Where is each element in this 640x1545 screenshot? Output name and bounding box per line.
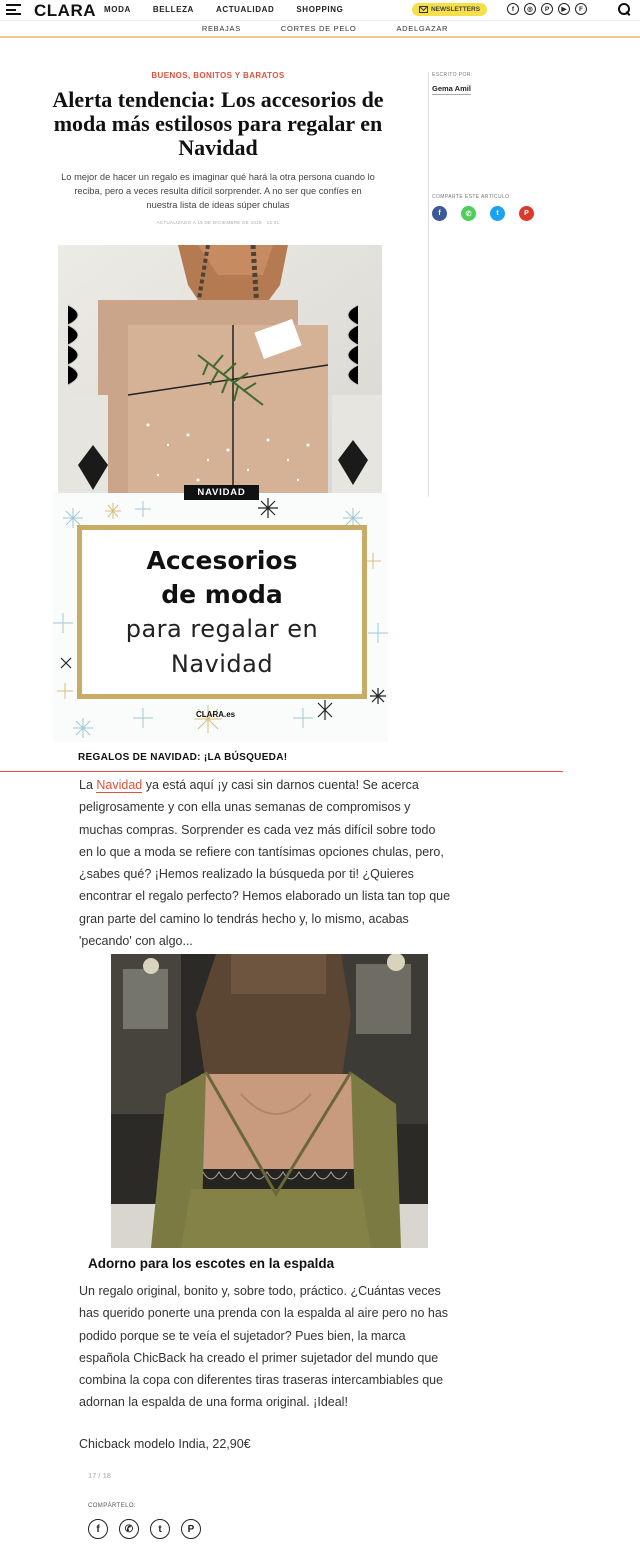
flipboard-icon[interactable]: F <box>575 3 587 15</box>
subnav-item-cortes-de-pelo[interactable]: CORTES DE PELO <box>280 24 357 33</box>
pinterest-icon[interactable]: P <box>181 1519 201 1539</box>
nav-item-belleza[interactable]: BELLEZA <box>152 5 194 14</box>
whatsapp-icon[interactable]: ✆ <box>461 206 476 221</box>
site-logo[interactable]: CLARA <box>34 1 96 20</box>
nav-item-actualidad[interactable]: ACTUALIDAD <box>215 5 275 14</box>
nav-item-shopping[interactable]: SHOPPING <box>296 5 344 14</box>
facebook-icon[interactable]: f <box>507 3 519 15</box>
banner-title-frame <box>77 525 367 699</box>
article-dek: Lo mejor de hacer un regalo es imaginar qué hará la otra persona cuando lo reciba, pero a veces resulta difícil sorprender. A no ser que confíes en nuestra lista de ideas súper chulas <box>61 172 375 210</box>
twitter-icon[interactable]: t <box>150 1519 170 1539</box>
intro-text-rest: ya está aquí ¡y casi sin darnos cuenta! Se acerca peligrosamente y con ella unas semanas de compromisos y muchas compras. Sorprender es cada vez más difícil sobre todo en lo que a moda se refiere con tantísimas opciones chulas, pero, ¿sabes qué? ¡Hemos realizado la búsqueda por ti! ¿Quieres encontrar el regalo perfecto? Hemos elaborado un lista tan top que gran parte del camino lo tendrás hecho y, lo mismo, acabas 'pecando' con algo... <box>79 778 451 949</box>
share-label: COMPÁRTELO: <box>88 1503 136 1509</box>
social-links <box>507 3 587 15</box>
written-by-label: ESCRITO POR: <box>432 72 473 78</box>
share-article-label: COMPARTE ESTE ARTÍCULO: <box>432 194 512 200</box>
product-photo-back-bra <box>111 954 428 1248</box>
newsletters-button[interactable] <box>412 3 487 16</box>
top-bar <box>0 0 640 20</box>
twitter-icon[interactable]: t <box>490 206 505 221</box>
category-badge[interactable]: NAVIDAD <box>184 485 259 500</box>
pinterest-icon[interactable]: P <box>541 3 553 15</box>
search-icon[interactable] <box>618 3 631 16</box>
article-kicker[interactable]: BUENOS, BONITOS Y BARATOS <box>151 71 285 80</box>
gallery-counter: 17 / 18 <box>88 1471 111 1480</box>
main-nav <box>104 5 365 14</box>
menu-icon[interactable] <box>6 4 21 15</box>
author-link[interactable]: Gema Amil <box>432 84 471 93</box>
navidad-link[interactable]: Navidad <box>96 778 143 792</box>
article-sidebar <box>432 72 622 497</box>
banner-line-1: Accesorios <box>146 546 298 575</box>
pinterest-icon[interactable]: P <box>519 206 534 221</box>
facebook-icon[interactable]: f <box>88 1519 108 1539</box>
article-updated: ACTUALIZADO A 15 DE DICIEMBRE DE 2018 · 13:01 <box>156 220 280 225</box>
facebook-icon[interactable]: f <box>432 206 447 221</box>
banner-line-3: para regalar en <box>125 615 319 643</box>
nav-item-moda[interactable]: MODA <box>104 5 131 14</box>
newsletters-label: NEWSLETTERS <box>430 6 481 13</box>
item-title: Adorno para los escotes en la espalda <box>88 1256 335 1271</box>
hero-image-gift <box>58 245 382 493</box>
section-divider <box>0 771 563 772</box>
article-headline: Alerta tendencia: Los accesorios de moda más estilosos para regalar en Navidad <box>52 87 384 160</box>
sub-nav <box>0 20 640 38</box>
youtube-icon[interactable]: ▶ <box>558 3 570 15</box>
banner-line-2: de moda <box>161 580 283 609</box>
intro-text-start: La <box>79 778 97 792</box>
section-heading: REGALOS DE NAVIDAD: ¡LA BÚSQUEDA! <box>78 752 288 763</box>
instagram-icon[interactable]: ◎ <box>524 3 536 15</box>
item-price: Chicback modelo India, 22,90€ <box>79 1437 251 1451</box>
sidebar-divider <box>428 72 429 497</box>
banner-line-4: Navidad <box>170 650 274 678</box>
intro-paragraph <box>79 774 451 952</box>
title-banner <box>53 493 388 742</box>
sidebar-share-buttons <box>432 206 622 221</box>
bottom-share-buttons <box>88 1519 201 1539</box>
subnav-item-adelgazar[interactable]: ADELGAZAR <box>396 24 449 33</box>
subnav-item-rebajas[interactable]: REBAJAS <box>201 24 241 33</box>
whatsapp-icon[interactable]: ✆ <box>119 1519 139 1539</box>
envelope-icon <box>419 6 428 13</box>
banner-brand-mark: CLARA.es <box>196 710 236 719</box>
item-description: Un regalo original, bonito y, sobre todo, práctico. ¿Cuántas veces has querido ponerte una prenda con la espalda al aire pero no has podido porque se te veía el sujetador? Pues bien, la marca española ChicBack ha creado el primer sujetador del mundo que combina la copa con diferentes tiras traseras intercambiables que adornan la espalda de una forma original. ¡Ideal! <box>79 1284 449 1410</box>
